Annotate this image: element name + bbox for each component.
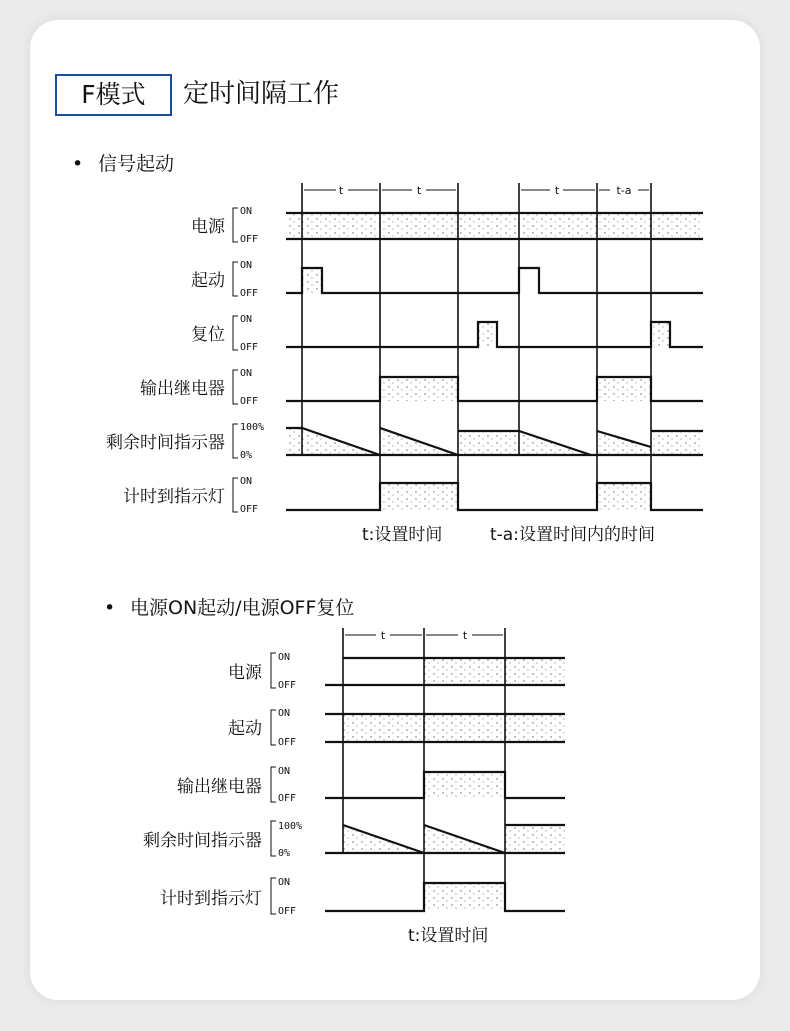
state-on: ON	[240, 476, 253, 487]
state-on: ON	[278, 877, 291, 888]
state-on: ON	[240, 368, 253, 379]
state-on: 100%	[278, 821, 303, 832]
state-off: OFF	[278, 793, 297, 804]
state-off: OFF	[240, 234, 259, 245]
state-on: ON	[240, 206, 253, 217]
state-on: 100%	[240, 422, 265, 433]
state-on: ON	[278, 766, 291, 777]
interval-label: t	[338, 184, 344, 197]
state-off: OFF	[240, 342, 259, 353]
state-off: OFF	[240, 288, 259, 299]
interval-label: t	[416, 184, 422, 197]
row-label: 剩余时间指示器	[106, 433, 225, 453]
signal-start-diagram	[72, 153, 703, 545]
brackets	[233, 208, 238, 512]
row-label: 剩余时间指示器	[143, 831, 262, 851]
section-title: 信号起动	[98, 153, 175, 175]
row-label: 电源	[191, 217, 225, 237]
row-label: 起动	[191, 271, 225, 291]
caption: t:设置时间	[408, 926, 489, 946]
signal-traces	[286, 213, 703, 510]
row-label: 电源	[228, 663, 262, 683]
interval-label: t	[462, 629, 468, 642]
state-off: OFF	[240, 396, 259, 407]
state-on: ON	[278, 652, 291, 663]
row-label: 复位	[191, 325, 225, 345]
state-off: OFF	[240, 504, 259, 515]
power-start-diagram	[104, 597, 565, 946]
mode-label-box: F模式	[55, 74, 172, 116]
row-label: 起动	[228, 719, 262, 739]
section-title: 电源ON起动/电源OFF复位	[130, 597, 355, 619]
page-title: 定时间隔工作	[183, 79, 340, 109]
state-on: ON	[240, 260, 253, 271]
row-label: 计时到指示灯	[160, 889, 262, 909]
interval-label: t-a	[616, 184, 632, 197]
row-label: 输出继电器	[140, 379, 225, 399]
row-label: 计时到指示灯	[123, 487, 225, 507]
state-off: OFF	[278, 906, 297, 917]
state-on: ON	[240, 314, 253, 325]
caption: t-a:设置时间内的时间	[490, 525, 655, 545]
interval-label: t	[554, 184, 560, 197]
caption: t:设置时间	[362, 525, 443, 545]
interval-label: t	[380, 629, 386, 642]
bullet: •	[104, 597, 116, 619]
state-off: 0%	[240, 450, 253, 461]
row-label: 输出继电器	[177, 777, 262, 797]
state-off: OFF	[278, 737, 297, 748]
bullet: •	[72, 153, 84, 175]
state-off: OFF	[278, 680, 297, 691]
state-off: 0%	[278, 848, 291, 859]
state-on: ON	[278, 708, 291, 719]
